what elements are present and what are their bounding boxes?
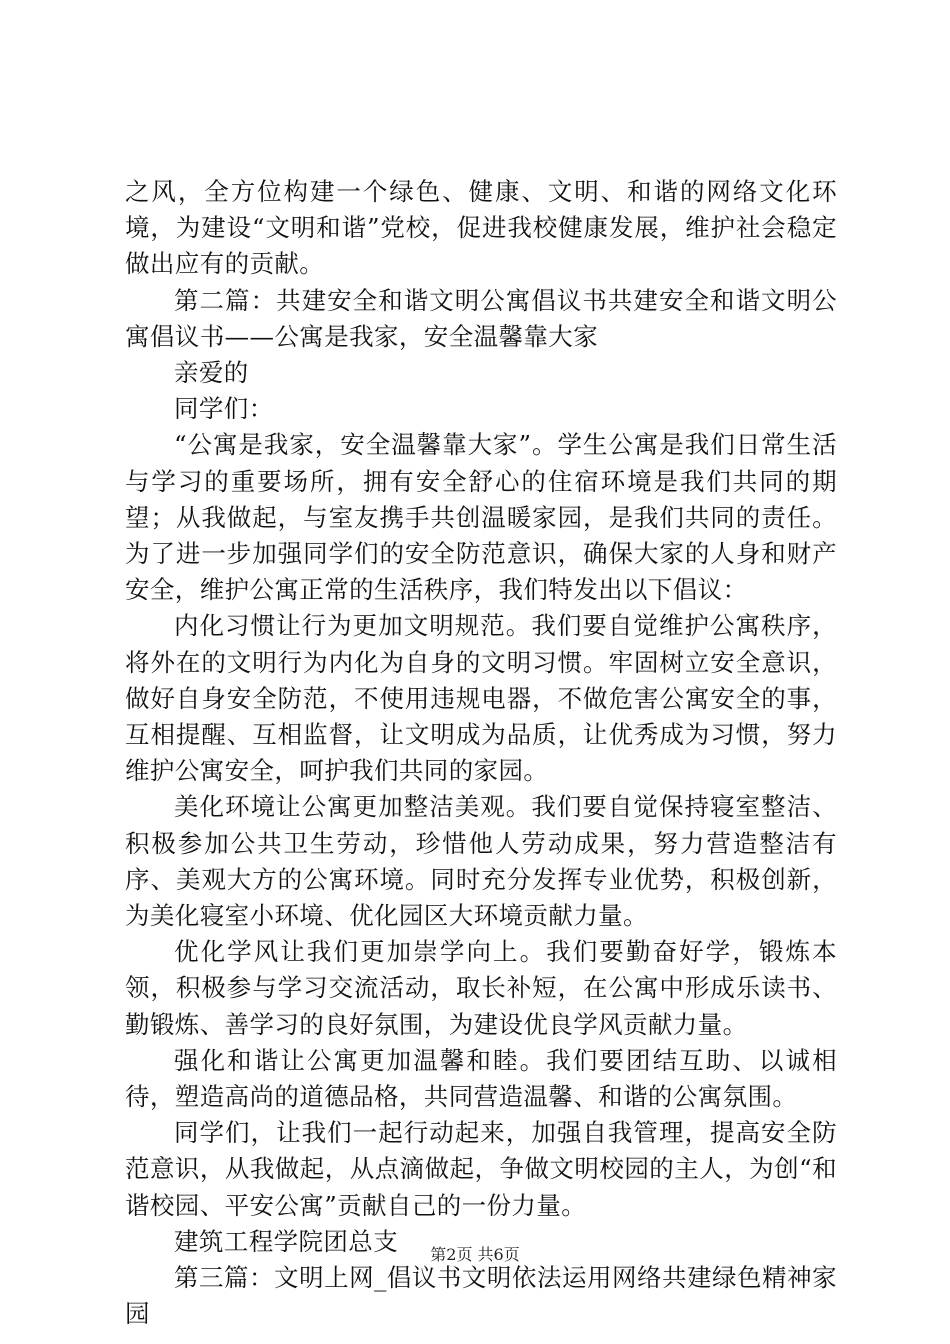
paragraph: 优化学风让我们更加崇学向上。我们要勤奋好学，锻炼本领，积极参与学习交流活动，取长补短，在公寓中形成乐读书、勤锻炼、善学习的良好氛围，为建设优良学风贡献力量。 [125,937,837,1039]
paragraph-heading-part-two: 第二篇：共建安全和谐文明公寓倡议书共建安全和谐文明公寓倡议书——公寓是我家，安全温馨靠大家 [125,285,837,351]
paragraph: 强化和谐让公寓更加温馨和睦。我们要团结互助、以诚相待，塑造高尚的道德品格，共同营造温馨、和谐的公寓氛围。 [125,1045,837,1112]
page-footer: 第2页 共6页 [430,1245,520,1264]
paragraph: “公寓是我家，安全温馨靠大家”。学生公寓是我们日常生活与学习的重要场所，拥有安全舒心的住宿环境是我们共同的期望；从我做起，与室友携手共创温暖家园，是我们共同的责任。为了进一步加强同学们的安全防范意识，确保大家的人身和财产安全，维护公寓正常的生活秩序，我们特发出以下倡议： [125,430,837,605]
paragraph-salutation-1: 亲爱的 [174,358,249,388]
paragraph-heading-part-three: 第三篇：文明上网_倡议书文明依法运用网络共建绿色精神家园 [125,1263,837,1329]
paragraph: 内化习惯让行为更加文明规范。我们要自觉维护公寓秩序，将外在的文明行为内化为自身的文明习惯。牢固树立安全意识，做好自身安全防范，不使用违规电器，不做危害公寓安全的事，互相提醒、互相监督，让文明成为品质，让优秀成为习惯，努力维护公寓安全，呵护我们共同的家园。 [125,611,837,786]
paragraph: 同学们，让我们一起行动起来，加强自我管理，提高安全防范意识，从我做起，从点滴做起，争做文明校园的主人，为创“和谐校园、平安公寓”贡献自己的一份力量。 [125,1118,837,1220]
paragraph: 美化环境让公寓更加整洁美观。我们要自觉保持寝室整洁、积极参加公共卫生劳动，珍惜他人劳动成果，努力营造整洁有序、美观大方的公寓环境。同时充分发挥专业优势，积极创新，为美化寝室小环境、优化园区大环境贡献力量。 [125,792,837,931]
paragraph: 之风，全方位构建一个绿色、健康、文明、和谐的网络文化环境，为建设“文明和谐”党校，促进我校健康发展，维护社会稳定做出应有的贡献。 [125,177,837,279]
paragraph-salutation-2: 同学们： [174,394,274,424]
paragraph-signature: 建筑工程学院团总支 [174,1226,399,1256]
document-body [125,174,837,1333]
